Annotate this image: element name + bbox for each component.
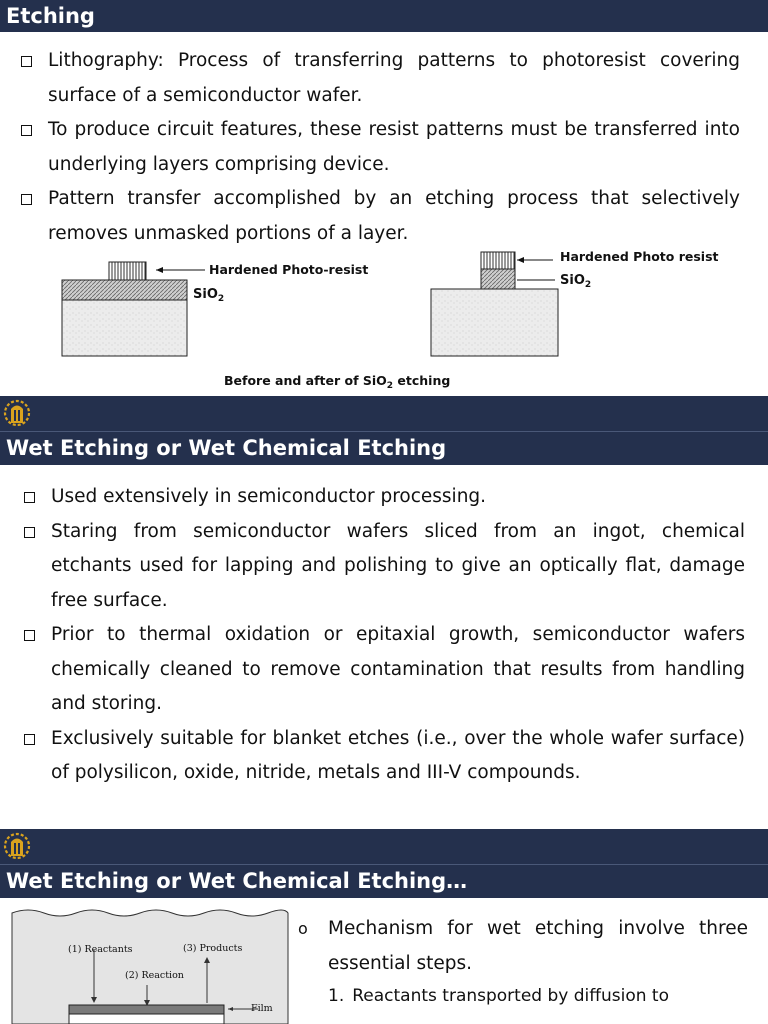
step-number: 1. [328,986,345,1006]
list-item: To produce circuit features, these resist patterns must be transferred into underlying layers comprising device. [18,113,740,182]
section2-header-band [0,396,768,432]
section3-title-bar [0,865,768,898]
circle-bullet: o [298,919,308,938]
institute-logo-icon [2,830,32,862]
institute-logo-icon [2,397,32,429]
left-substrate [62,300,187,356]
section2-title-bar [0,432,768,465]
left-oxide-layer [62,280,187,300]
right-substrate [431,289,558,356]
list-item: Staring from semiconductor wafers sliced from an ingot, chemical etchants used for lapping and polishing to give an optically flat, damage free surface. [21,515,745,619]
left-photoresist-label: Hardened Photo-resist [209,262,369,277]
list-item: Lithography: Process of transferring patterns to photoresist covering surface of a semiconductor wafer. [18,44,740,113]
section3-title: Wet Etching or Wet Chemical Etching… [6,869,468,893]
products-label: (3) Products [183,943,243,954]
wet-etch-mechanism-diagram [8,905,290,1024]
list-item: o Mechanism for wet etching involve three essential steps. [298,912,748,981]
section1-bullet-list [18,44,740,251]
right-oxide-layer [481,269,515,289]
substrate-block [69,1014,224,1024]
list-item: 1. Reactants transported by diffusion to [328,986,669,1006]
film-layer [69,1005,224,1014]
figure-caption: Before and after of SiO$_2$ etching [224,373,451,391]
reaction-label: (2) Reaction [125,970,184,981]
section1-title-bar [0,0,768,32]
list-item: Used extensively in semiconductor processing. [21,480,745,515]
right-photoresist [481,252,515,269]
section1-title: Etching [6,4,95,28]
right-oxide-label: SiO$_2$ [560,273,592,290]
left-oxide-label: SiO$_2$ [193,287,225,304]
list-item: Exclusively suitable for blanket etches (i.e., over the whole wafer surface) of polysilicon, oxide, nitride, metals and III-V compounds. [21,722,745,791]
mechanism-list [298,912,748,1011]
reactants-label: (1) Reactants [68,944,133,955]
film-label: Film [251,1003,273,1014]
section3-header-band [0,829,768,865]
list-item: Pattern transfer accomplished by an etching process that selectively removes unmasked portions of a layer. [18,182,740,251]
section2-title: Wet Etching or Wet Chemical Etching [6,436,447,460]
right-photoresist-label: Hardened Photo resist [560,249,719,264]
section2-bullet-list [21,480,745,791]
list-item: Prior to thermal oxidation or epitaxial growth, semiconductor wafers chemically cleaned to remove contamination that results from handling and storing. [21,618,745,722]
left-photoresist [109,262,146,280]
